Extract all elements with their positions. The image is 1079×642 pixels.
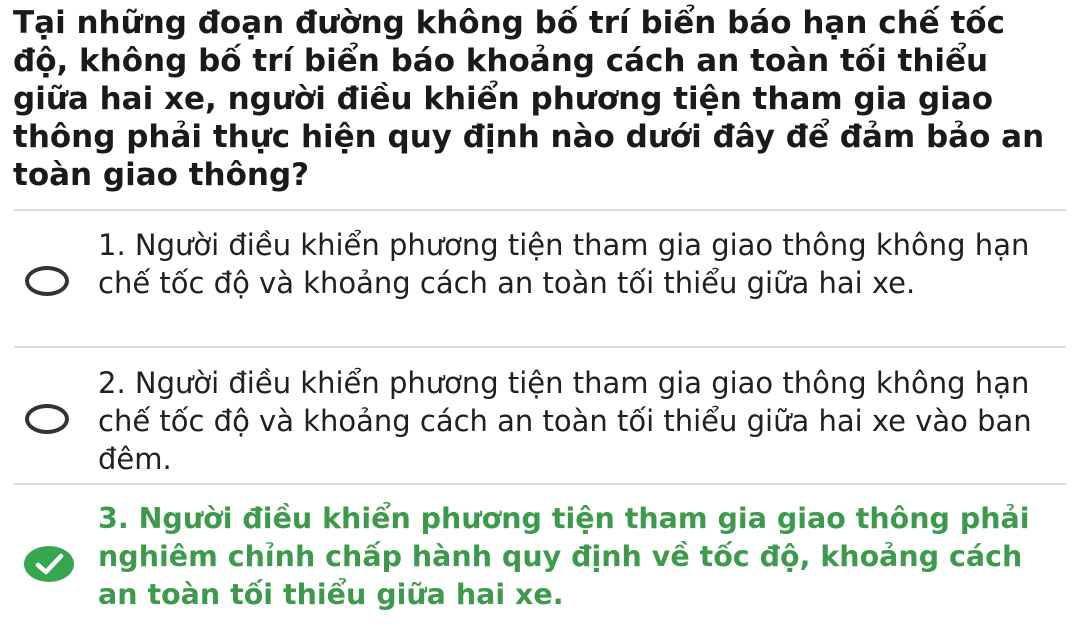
radio-empty-icon[interactable] bbox=[25, 266, 69, 296]
question-text: Tại những đoạn đường không bố trí biển báo hạn chế tốc độ, không bố trí biển báo khoảng cách an toàn tối thiểu giữa hai xe, người điều khiển phương tiện tham gia giao thông phải thực hiện quy định nào dưới đây để đảm bảo an toàn giao thông? bbox=[13, 5, 1045, 193]
radio-empty-icon[interactable] bbox=[25, 404, 69, 434]
divider bbox=[14, 483, 1066, 485]
answer-option-3-text: 3. Người điều khiển phương tiện tham gia giao thông phải nghiêm chỉnh chấp hành quy định về tốc độ, khoảng cách an toàn tối thiểu giữa hai xe. bbox=[98, 502, 1030, 611]
divider bbox=[14, 346, 1066, 348]
answer-option-1-text: 1. Người điều khiển phương tiện tham gia giao thông không hạn chế tốc độ và khoảng cách an toàn tối thiểu giữa hai xe. bbox=[98, 228, 1030, 300]
checkmark-icon[interactable] bbox=[24, 546, 74, 582]
divider bbox=[14, 209, 1066, 211]
answer-option-2-text: 2. Người điều khiển phương tiện tham gia giao thông không hạn chế tốc độ và khoảng cách an toàn tối thiểu giữa hai xe vào ban đêm. bbox=[98, 366, 1032, 476]
